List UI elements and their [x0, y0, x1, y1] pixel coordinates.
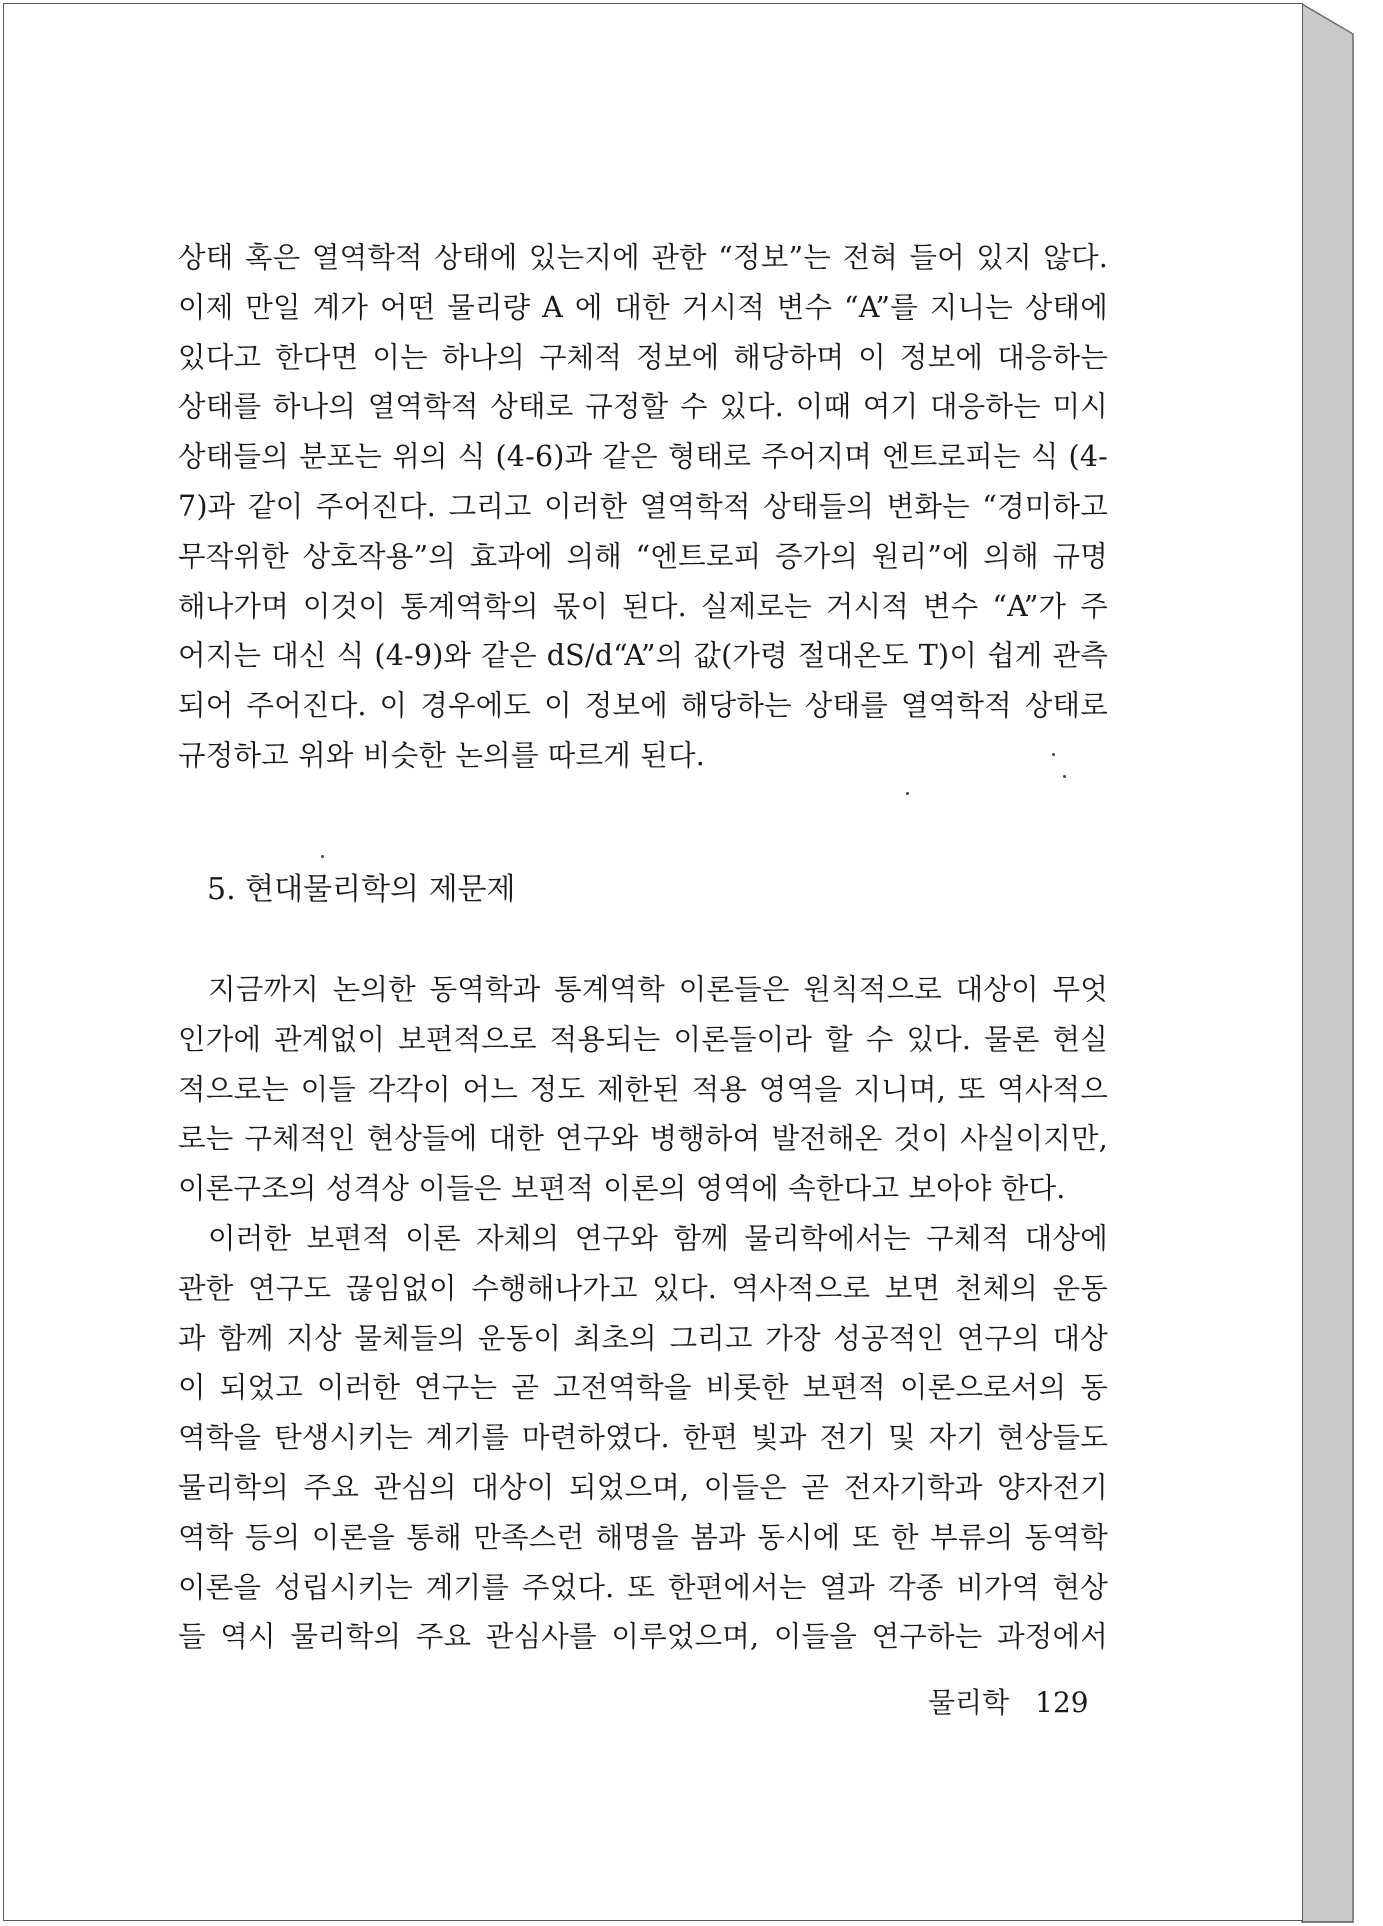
- text-line: 역학을 탄생시키는 계기를 마련하였다. 한편 빛과 전기 및 자기 현상들도: [178, 1421, 1108, 1455]
- paragraph-3: [178, 1214, 1108, 1662]
- paragraph-2: [178, 965, 1108, 1214]
- text-line: 관한 연구도 끊임없이 수행해나가고 있다. 역사적으로 보면 천체의 운동: [178, 1271, 1108, 1305]
- text-line: 들 역시 물리학의 주요 관심사를 이루었으며, 이들을 연구하는 과정에서: [178, 1620, 1108, 1654]
- scan-speck: [321, 855, 324, 858]
- text-line: 이 되었고 이러한 연구는 곧 고전역학을 비롯한 보편적 이론으로서의 동: [178, 1371, 1108, 1405]
- text-line: 어지는 대신 식 (4-9)와 같은 dS/d“A”의 값(가령 절대온도 T)이 쉽게 관측: [178, 639, 1108, 673]
- text-line: 이제 만일 계가 어떤 물리량 A 에 대한 거시적 변수 “A”를 지니는 상태에: [178, 290, 1108, 324]
- text-line: 상태를 하나의 열역학적 상태로 규정할 수 있다. 이때 여기 대응하는 미시: [178, 390, 1108, 424]
- text-line: 물리학의 주요 관심의 대상이 되었으며, 이들은 곧 전자기학과 양자전기: [178, 1470, 1108, 1504]
- text-line: 무작위한 상호작용”의 효과에 의해 “엔트로피 증가의 원리”에 의해 규명: [178, 539, 1108, 573]
- text-line: 역학 등의 이론을 통해 만족스런 해명을 봄과 동시에 또 한 부류의 동역학: [178, 1520, 1108, 1554]
- text-line: 이론구조의 성격상 이들은 보편적 이론의 영역에 속한다고 보아야 한다.: [178, 1172, 1066, 1206]
- text-line: 지금까지 논의한 동역학과 통계역학 이론들은 원칙적으로 대상이 무엇: [208, 973, 1108, 1006]
- text-line: 이론을 성립시키는 계기를 주었다. 또 한편에서는 열과 각종 비가역 현상: [178, 1570, 1108, 1604]
- text-line: 있다고 한다면 이는 하나의 구체적 정보에 해당하며 이 정보에 대응하는: [178, 340, 1108, 374]
- text-line: 이러한 보편적 이론 자체의 연구와 함께 물리학에서는 구체적 대상에: [208, 1222, 1108, 1255]
- scan-speck: [1052, 753, 1055, 756]
- scan-speck: [906, 792, 909, 795]
- text-line: 인가에 관계없이 보편적으로 적용되는 이론들이라 할 수 있다. 물론 현실: [178, 1022, 1108, 1056]
- text-line: 해나가며 이것이 통계역학의 몫이 된다. 실제로는 거시적 변수 “A”가 주: [178, 589, 1108, 623]
- scan-speck: [1063, 775, 1066, 778]
- text-line: 로는 구체적인 현상들에 대한 연구와 병행하여 발전해온 것이 사실이지만,: [178, 1122, 1108, 1156]
- text-line: 7)과 같이 주어진다. 그리고 이러한 열역학적 상태들의 변화는 “경미하고: [178, 489, 1108, 523]
- paragraph-1: [178, 233, 1108, 781]
- text-line: 과 함께 지상 물체들의 운동이 최초의 그리고 가장 성공적인 연구의 대상: [178, 1321, 1108, 1355]
- text-line: 되어 주어진다. 이 경우에도 이 정보에 해당하는 상태를 열역학적 상태로: [178, 689, 1108, 723]
- page-footer: [928, 1681, 1089, 1721]
- text-line: 규정하고 위와 비슷한 논의를 따르게 된다.: [178, 738, 705, 772]
- section-heading: 5. 현대물리학의 제문제: [207, 872, 516, 907]
- text-line: 상태 혹은 열역학적 상태에 있는지에 관한 “정보”는 전혀 들어 있지 않다.: [178, 241, 1108, 274]
- page-number: 129: [1035, 1686, 1089, 1719]
- text-line: 상태들의 분포는 위의 식 (4-6)과 같은 형태로 주어지며 엔트로피는 식 (4-: [178, 440, 1108, 474]
- running-title: 물리학: [928, 1686, 1010, 1719]
- text-line: 적으로는 이들 각각이 어느 정도 제한된 적용 영역을 지니며, 또 역사적으: [178, 1072, 1108, 1106]
